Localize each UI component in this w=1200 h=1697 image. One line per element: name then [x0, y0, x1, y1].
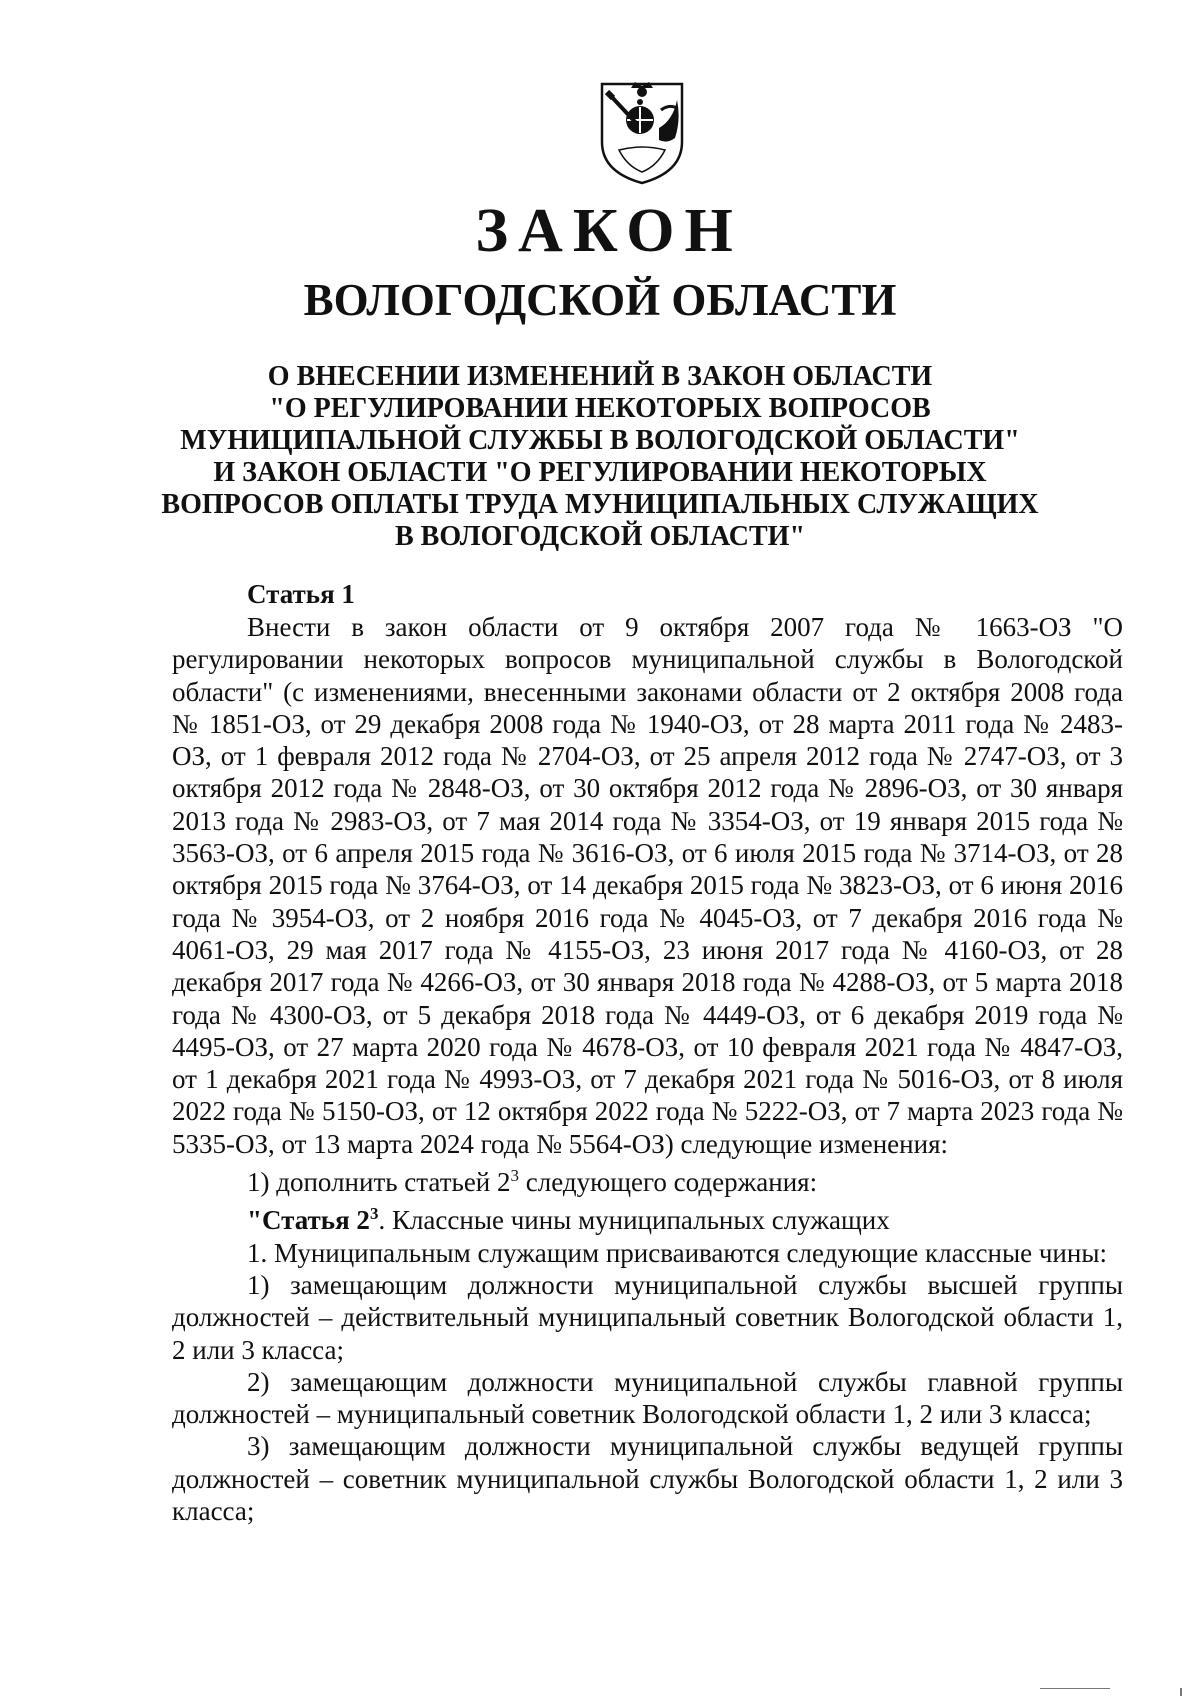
document-title: ЗАКОН: [475, 197, 743, 265]
article-intro-paragraph: Внести в закон области от 9 октября 2007 года № 1663-ОЗ "О регулировании некоторых вопросов муниципальной службы в Вологодской области" (с изменениями, внесенными законами области от 2 октября 2008 года № 1851-ОЗ, от 29 декабря 2008 года № 1940-ОЗ, от 28 марта 2011 года № 2483-ОЗ, от 1 февраля 2012 года № 2704-ОЗ, от 25 апреля 2012 года № 2747-ОЗ, от 3 октября 2012 года № 2848-ОЗ, от 30 октября 2012 года № 2896-ОЗ, от 30 января 2013 года № 2983-ОЗ, от 7 мая 2014 года № 3354-ОЗ, от 19 января 2015 года № 3563-ОЗ, от 6 апреля 2015 года № 3616-ОЗ, от 6 июля 2015 года № 3714-ОЗ, от 28 октября 2015 года № 3764-ОЗ, от 14 декабря 2015 года № 3823-ОЗ, от 6 июня 2016 года № 3954-ОЗ, от 2 ноября 2016 года № 4045-ОЗ, от 7 декабря 2016 года № 4061-ОЗ, 29 мая 2017 года № 4155-ОЗ, 23 июня 2017 года № 4160-ОЗ, от 28 декабря 2017 года № 4266-ОЗ, от 30 января 2018 года № 4288-ОЗ, от 5 марта 2018 года № 4300-ОЗ, от 5 декабря 2018 года № 4449-ОЗ, от 6 декабря 2019 года № 4495-ОЗ, от 27 марта 2020 года № 4678-ОЗ, от 10 февраля 2021 года № 4847-ОЗ, от 1 декабря 2021 года № 4993-ОЗ, от 7 декабря 2021 года № 5016-ОЗ, от 8 июля 2022 года № 5150-ОЗ, от 12 октября 2022 года № 5222-ОЗ, от 7 марта 2023 года № 5335-ОЗ, от 13 марта 2024 года № 5564-ОЗ) следующие изменения:: [172, 612, 1123, 1159]
law-name-line: И ЗАКОН ОБЛАСТИ "О РЕГУЛИРОВАНИИ НЕКОТОРЫХ: [213, 457, 987, 488]
article-heading: Статья 1: [247, 579, 355, 609]
law-name-line: О ВНЕСЕНИИ ИЗМЕНЕНИЙ В ЗАКОН ОБЛАСТИ: [267, 361, 933, 392]
new-article-heading: "Статья $2^3$. Классные чины муниципальных служащих: [247, 1204, 890, 1236]
law-name: [100, 361, 1100, 553]
subpoint-1: 1) замещающим должности муниципальной службы высшей группы должностей – действительный муниципальный советник Вологодской области 1, 2 или 3 класса;: [172, 1269, 1123, 1365]
document-region: ВОЛОГОДСКОЙ ОБЛАСТИ: [303, 275, 897, 325]
subpoint-3: 3) замещающим должности муниципальной службы ведущей группы должностей – советник муниципальной службы Вологодской области 1, 2 или 3 класса;: [172, 1431, 1123, 1527]
law-name-line: ВОПРОСОВ ОПЛАТЫ ТРУДА МУНИЦИПАЛЬНЫХ СЛУЖАЩИХ: [161, 489, 1039, 520]
vologda-coat-of-arms-icon: [597, 80, 687, 186]
law-name-line: МУНИЦИПАЛЬНОЙ СЛУЖБЫ В ВОЛОГОДСКОЙ ОБЛАСТИ": [180, 425, 1020, 456]
law-name-line: "О РЕГУЛИРОВАНИИ НЕКОТОРЫХ ВОПРОСОВ: [269, 393, 931, 424]
scan-mark: [1180, 1688, 1182, 1696]
article-body: [172, 611, 1123, 1527]
amendment-item-1: 1) дополнить статьей $2^3$ следующего содержания:: [247, 1166, 818, 1198]
point-1: 1. Муниципальным служащим присваиваются следующие классные чины:: [247, 1237, 1107, 1268]
scan-mark: [1040, 1688, 1110, 1689]
law-name-line: В ВОЛОГОДСКОЙ ОБЛАСТИ": [394, 521, 806, 552]
subpoint-2: 2) замещающим должности муниципальной службы главной группы должностей – муниципальный советник Вологодской области 1, 2 или 3 класса;: [172, 1366, 1123, 1430]
